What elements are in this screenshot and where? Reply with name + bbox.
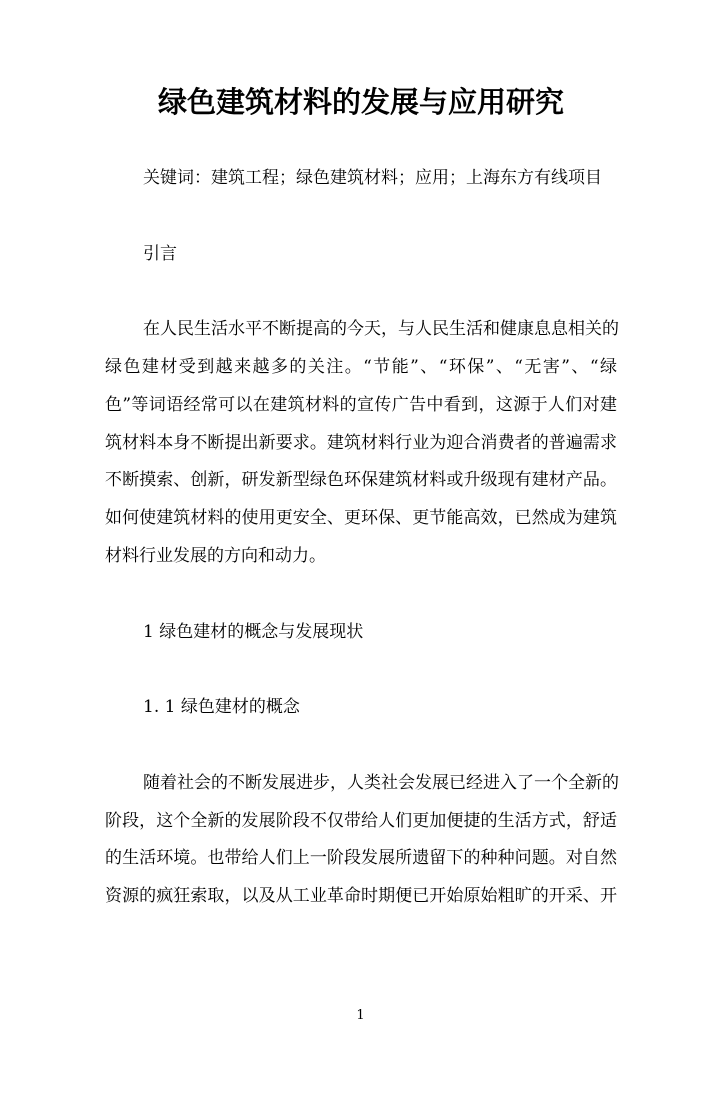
section-1-1-paragraph	[105, 765, 617, 916]
text-line: 在人民生活水平不断提高的今天，与人民生活和健康息息相关的	[143, 319, 619, 340]
text-line: 色”等词语经常可以在建筑材料的宣传广告中看到，这源于人们对建	[105, 394, 617, 415]
section-1-1-heading: 1. 1 绿色建材的概念	[143, 697, 300, 718]
page-number: 1	[356, 1008, 365, 1023]
text-line: 筑材料本身不断提出新要求。建筑材料行业为迎合消费者的普遍需求	[105, 432, 617, 453]
text-line: 的生活环境。也带给人们上一阶段发展所遗留下的种种问题。对自然	[105, 848, 617, 869]
document-body	[105, 160, 617, 916]
section-1-heading: 1 绿色建材的概念与发展现状	[143, 621, 364, 642]
text-line: 材料行业发展的方向和动力。	[105, 545, 326, 566]
text-line: 不断摸索、创新，研发新型绿色环保建筑材料或升级现有建材产品。	[105, 470, 617, 491]
text-line: 绿色建材受到越来越多的关注。“节能”、“环保”、“无害”、“绿	[105, 356, 617, 377]
text-line: 阶段，这个全新的发展阶段不仅带给人们更加便捷的生活方式，舒适	[105, 810, 617, 831]
intro-heading: 引言	[143, 243, 177, 264]
intro-paragraph	[105, 311, 617, 576]
text-line: 随着社会的不断发展进步，人类社会发展已经进入了一个全新的	[143, 772, 619, 793]
text-line: 如何使建筑材料的使用更安全、更环保、更节能高效，已然成为建筑	[105, 508, 617, 529]
document-content	[0, 82, 721, 916]
keywords-line: 关键词：建筑工程；绿色建筑材料；应用；上海东方有线项目	[143, 168, 602, 188]
document-title: 绿色建筑材料的发展与应用研究	[157, 85, 564, 119]
text-line: 资源的疯狂索取，以及从工业革命时期便已开始原始粗旷的开采、开	[105, 886, 617, 907]
document-page	[0, 82, 721, 1102]
